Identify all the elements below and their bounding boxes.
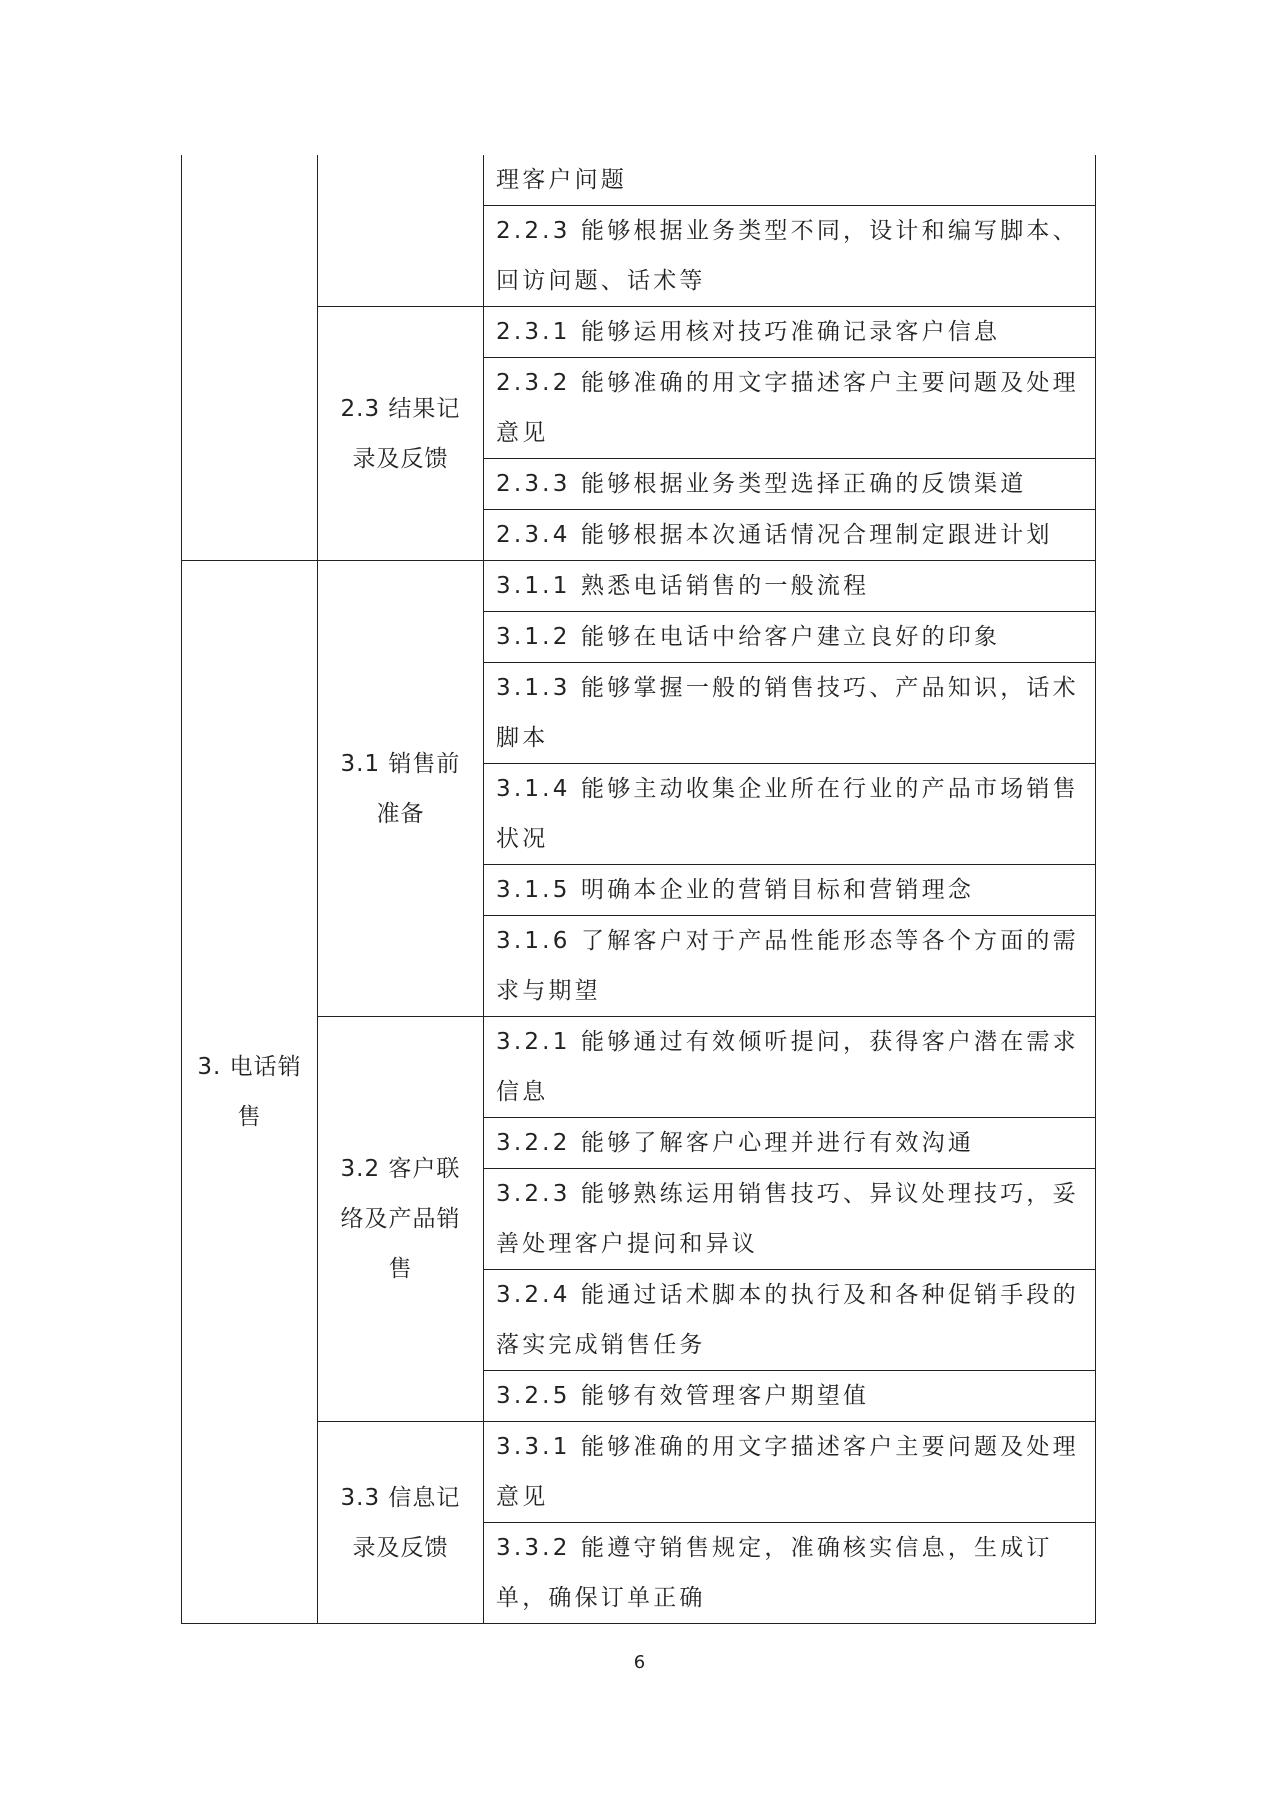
table-row [182,155,1096,206]
unit-cell-2-3: 2.3 结果记录及反馈 [318,307,484,561]
unit-cell-continued [318,155,484,307]
module-cell-continued [182,155,318,561]
requirement-cell: 3.2.1 能够通过有效倾听提问，获得客户潜在需求信息 [484,1017,1096,1118]
unit-cell-3-1: 3.1 销售前准备 [318,561,484,1017]
requirement-cell: 2.3.1 能够运用核对技巧准确记录客户信息 [484,307,1096,358]
requirement-cell: 3.1.4 能够主动收集企业所在行业的产品市场销售状况 [484,764,1096,865]
table-row [182,561,1096,612]
requirement-cell: 2.3.4 能够根据本次通话情况合理制定跟进计划 [484,510,1096,561]
requirement-cell: 3.2.3 能够熟练运用销售技巧、异议处理技巧，妥善处理客户提问和异议 [484,1169,1096,1270]
requirement-cell: 3.1.6 了解客户对于产品性能形态等各个方面的需求与期望 [484,916,1096,1017]
table-row [182,1422,1096,1523]
competency-table [181,155,1096,1624]
requirement-cell: 3.2.2 能够了解客户心理并进行有效沟通 [484,1118,1096,1169]
requirement-cell: 理客户问题 [484,155,1096,206]
requirement-cell: 3.1.5 明确本企业的营销目标和营销理念 [484,865,1096,916]
module-cell-3: 3. 电话销售 [182,561,318,1624]
requirement-cell: 2.3.3 能够根据业务类型选择正确的反馈渠道 [484,459,1096,510]
unit-cell-3-3: 3.3 信息记录及反馈 [318,1422,484,1624]
requirement-cell: 2.3.2 能够准确的用文字描述客户主要问题及处理意见 [484,358,1096,459]
table-row [182,307,1096,358]
table-row [182,1017,1096,1118]
unit-cell-3-2: 3.2 客户联络及产品销售 [318,1017,484,1422]
requirement-cell: 3.1.1 熟悉电话销售的一般流程 [484,561,1096,612]
requirement-cell: 3.3.2 能遵守销售规定，准确核实信息，生成订单，确保订单正确 [484,1523,1096,1624]
requirement-cell: 3.2.5 能够有效管理客户期望值 [484,1371,1096,1422]
requirement-cell: 3.3.1 能够准确的用文字描述客户主要问题及处理意见 [484,1422,1096,1523]
requirement-cell: 3.1.2 能够在电话中给客户建立良好的印象 [484,612,1096,663]
requirement-cell: 2.2.3 能够根据业务类型不同，设计和编写脚本、回访问题、话术等 [484,206,1096,307]
requirement-cell: 3.1.3 能够掌握一般的销售技巧、产品知识，话术脚本 [484,663,1096,764]
page-number: 6 [633,1652,646,1673]
requirement-cell: 3.2.4 能通过话术脚本的执行及和各种促销手段的落实完成销售任务 [484,1270,1096,1371]
